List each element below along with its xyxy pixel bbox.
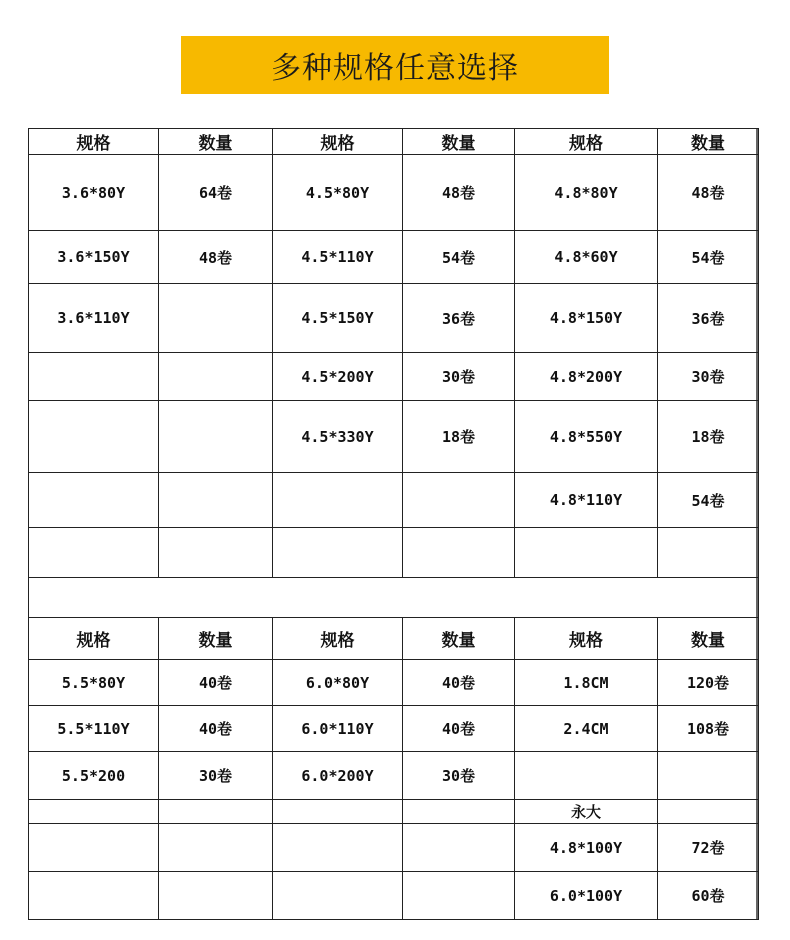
qty-cell xyxy=(159,401,273,473)
header-qty: 数量 xyxy=(658,618,759,660)
empty-cell xyxy=(273,824,403,872)
spec-cell: 1.8CM xyxy=(515,660,658,706)
empty-cell xyxy=(403,824,515,872)
table-row xyxy=(29,401,759,473)
qty-cell xyxy=(403,528,515,578)
qty-cell xyxy=(159,473,273,528)
table-header-row xyxy=(29,129,759,155)
header-spec: 规格 xyxy=(515,618,658,660)
header-qty: 数量 xyxy=(403,129,515,155)
empty-cell xyxy=(403,800,515,824)
empty-cell xyxy=(658,800,759,824)
qty-cell: 18卷 xyxy=(403,401,515,473)
header-spec: 规格 xyxy=(273,618,403,660)
spec-cell: 3.6*150Y xyxy=(29,231,159,284)
header-spec: 规格 xyxy=(515,129,658,155)
spec-cell: 4.8*80Y xyxy=(515,155,658,231)
table-row xyxy=(29,800,759,824)
table-row xyxy=(29,473,759,528)
spec-cell: 3.6*80Y xyxy=(29,155,159,231)
empty-cell xyxy=(403,872,515,920)
qty-cell: 60卷 xyxy=(658,872,759,920)
table-row xyxy=(29,284,759,353)
empty-cell xyxy=(29,872,159,920)
qty-cell: 40卷 xyxy=(159,706,273,752)
table-row xyxy=(29,872,759,920)
spec-cell: 4.8*200Y xyxy=(515,353,658,401)
header-spec: 规格 xyxy=(29,129,159,155)
empty-cell xyxy=(29,800,159,824)
spec-cell: 4.5*200Y xyxy=(273,353,403,401)
qty-cell: 48卷 xyxy=(658,155,759,231)
spec-cell: 2.4CM xyxy=(515,706,658,752)
qty-cell xyxy=(159,284,273,353)
qty-cell: 36卷 xyxy=(403,284,515,353)
empty-cell xyxy=(159,824,273,872)
qty-cell: 54卷 xyxy=(658,231,759,284)
spacer-row xyxy=(29,578,759,618)
qty-cell: 30卷 xyxy=(403,752,515,800)
spec-cell: 5.5*80Y xyxy=(29,660,159,706)
qty-cell: 72卷 xyxy=(658,824,759,872)
header-spec: 规格 xyxy=(273,129,403,155)
spec-cell: 4.8*550Y xyxy=(515,401,658,473)
table-row xyxy=(29,752,759,800)
spec-cell: 6.0*100Y xyxy=(515,872,658,920)
page-title: 多种规格任意选择 xyxy=(271,51,519,86)
spec-table-2 xyxy=(28,617,759,920)
spec-cell xyxy=(273,528,403,578)
table-row xyxy=(29,231,759,284)
qty-cell: 30卷 xyxy=(403,353,515,401)
spec-cell xyxy=(29,528,159,578)
qty-cell xyxy=(658,528,759,578)
qty-cell: 108卷 xyxy=(658,706,759,752)
spec-cell: 4.8*110Y xyxy=(515,473,658,528)
spec-cell: 4.5*150Y xyxy=(273,284,403,353)
qty-cell: 48卷 xyxy=(403,155,515,231)
header-qty: 数量 xyxy=(658,129,759,155)
qty-cell: 54卷 xyxy=(403,231,515,284)
qty-cell xyxy=(159,528,273,578)
spec-cell xyxy=(29,473,159,528)
spec-cell: 5.5*110Y xyxy=(29,706,159,752)
table-row xyxy=(29,660,759,706)
empty-cell xyxy=(273,800,403,824)
empty-cell xyxy=(159,800,273,824)
spacer-cell xyxy=(29,578,759,618)
qty-cell: 48卷 xyxy=(159,231,273,284)
qty-cell: 54卷 xyxy=(658,473,759,528)
empty-cell xyxy=(159,872,273,920)
qty-cell xyxy=(658,752,759,800)
table-header-row xyxy=(29,618,759,660)
brand-subheader: 永大 xyxy=(515,800,658,824)
spec-cell: 4.8*60Y xyxy=(515,231,658,284)
qty-cell: 64卷 xyxy=(159,155,273,231)
spec-cell: 4.5*110Y xyxy=(273,231,403,284)
header-qty: 数量 xyxy=(159,129,273,155)
qty-cell: 40卷 xyxy=(403,706,515,752)
header-spec: 规格 xyxy=(29,618,159,660)
spec-cell xyxy=(29,353,159,401)
spec-cell: 5.5*200 xyxy=(29,752,159,800)
qty-cell: 30卷 xyxy=(658,353,759,401)
spec-cell: 6.0*110Y xyxy=(273,706,403,752)
table-row xyxy=(29,155,759,231)
spec-cell: 6.0*80Y xyxy=(273,660,403,706)
qty-cell: 120卷 xyxy=(658,660,759,706)
table-row xyxy=(29,824,759,872)
qty-cell xyxy=(403,473,515,528)
header-qty: 数量 xyxy=(403,618,515,660)
header-qty: 数量 xyxy=(159,618,273,660)
page-title-banner xyxy=(181,36,609,94)
qty-cell: 40卷 xyxy=(403,660,515,706)
table-row xyxy=(29,353,759,401)
spec-cell xyxy=(29,401,159,473)
empty-cell xyxy=(29,824,159,872)
empty-cell xyxy=(273,872,403,920)
qty-cell xyxy=(159,353,273,401)
table-row xyxy=(29,528,759,578)
spec-cell: 4.8*100Y xyxy=(515,824,658,872)
qty-cell: 18卷 xyxy=(658,401,759,473)
qty-cell: 36卷 xyxy=(658,284,759,353)
table-row xyxy=(29,706,759,752)
spec-cell: 4.8*150Y xyxy=(515,284,658,353)
qty-cell: 30卷 xyxy=(159,752,273,800)
qty-cell: 40卷 xyxy=(159,660,273,706)
spec-cell: 4.5*330Y xyxy=(273,401,403,473)
spec-cell xyxy=(515,752,658,800)
spec-cell xyxy=(273,473,403,528)
spec-cell: 3.6*110Y xyxy=(29,284,159,353)
spec-table-1 xyxy=(28,128,759,618)
spec-cell xyxy=(515,528,658,578)
spec-cell: 6.0*200Y xyxy=(273,752,403,800)
spec-cell: 4.5*80Y xyxy=(273,155,403,231)
